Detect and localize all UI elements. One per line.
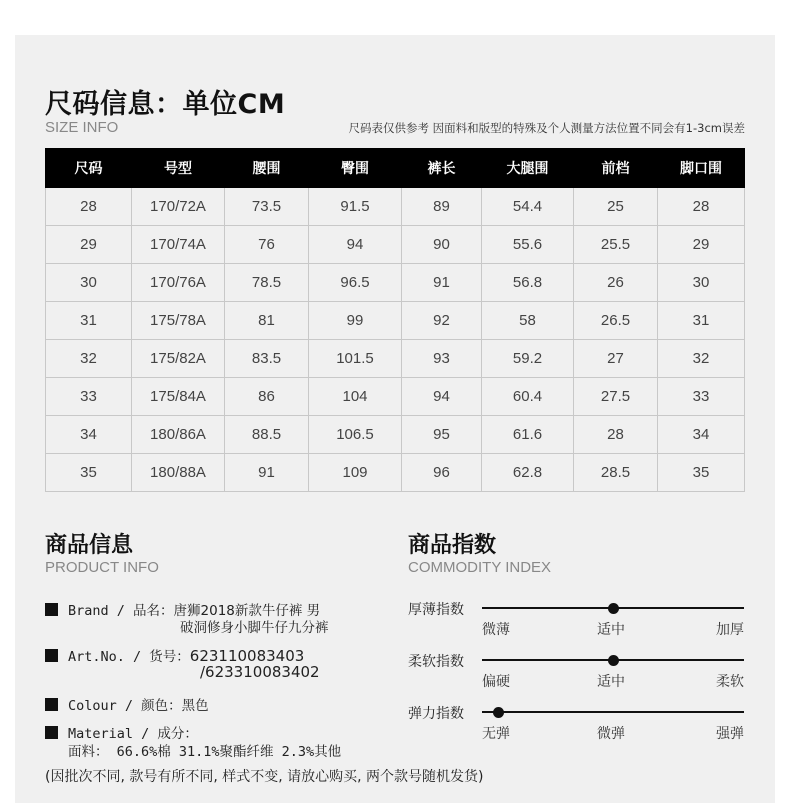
table-cell: 91.5 — [309, 188, 402, 226]
product-info-title-en: PRODUCT INFO — [45, 559, 159, 576]
table-cell: 109 — [309, 454, 402, 492]
product-info-title: 商品信息 — [45, 533, 134, 558]
table-cell: 83.5 — [225, 340, 309, 378]
column-header: 腰围 — [225, 149, 309, 188]
table-cell: 95 — [402, 416, 482, 454]
column-header: 号型 — [132, 149, 225, 188]
size-table-header — [46, 149, 745, 188]
table-cell: 59.2 — [482, 340, 574, 378]
footer-note: (因批次不同, 款号有所不同, 样式不变, 请放心购买, 两个款号随机发货) — [45, 769, 484, 785]
column-header: 大腿围 — [482, 149, 574, 188]
table-cell: 90 — [402, 226, 482, 264]
square-bullet-icon — [45, 649, 58, 662]
art-value-2: /623310083402 — [200, 663, 320, 681]
table-row — [46, 378, 745, 416]
table-cell: 28 — [574, 416, 658, 454]
table-cell: 101.5 — [309, 340, 402, 378]
column-header: 尺码 — [46, 149, 132, 188]
index-marker — [608, 603, 619, 614]
table-cell: 61.6 — [482, 416, 574, 454]
art-value-1: 623110083403 — [189, 647, 305, 665]
brand-value-2: 破洞修身小脚牛仔九分裤 — [180, 620, 329, 636]
index-marker — [493, 707, 504, 718]
commodity-index-title-en: COMMODITY INDEX — [408, 559, 552, 576]
page-subtitle-en: SIZE INFO — [45, 119, 119, 136]
table-cell: 170/74A — [132, 226, 225, 264]
table-cell: 93 — [402, 340, 482, 378]
index-scale-label: 柔软 — [716, 674, 744, 690]
table-row — [46, 416, 745, 454]
column-header: 臀围 — [309, 149, 402, 188]
material-value: 面料： 66.6%棉 31.1%聚酯纤维 2.3%其他 — [68, 744, 342, 760]
colour-value: 黑色 — [181, 698, 209, 714]
table-cell: 25.5 — [574, 226, 658, 264]
table-cell: 27 — [574, 340, 658, 378]
table-cell: 32 — [658, 340, 745, 378]
art-label: Art.No. / 货号： — [68, 649, 190, 665]
table-cell: 35 — [658, 454, 745, 492]
square-bullet-icon — [45, 726, 58, 739]
table-row — [46, 264, 745, 302]
table-cell: 81 — [225, 302, 309, 340]
table-cell: 180/88A — [132, 454, 225, 492]
square-bullet-icon — [45, 603, 58, 616]
table-cell: 99 — [309, 302, 402, 340]
table-cell: 76 — [225, 226, 309, 264]
table-cell: 175/84A — [132, 378, 225, 416]
table-cell: 86 — [225, 378, 309, 416]
table-cell: 73.5 — [225, 188, 309, 226]
page-title: 尺码信息：单位CM — [45, 89, 286, 120]
table-cell: 96.5 — [309, 264, 402, 302]
table-cell: 34 — [658, 416, 745, 454]
table-row — [46, 226, 745, 264]
table-cell: 26.5 — [574, 302, 658, 340]
column-header: 前档 — [574, 149, 658, 188]
material-label: Material / 成分： — [68, 726, 198, 742]
table-cell: 94 — [402, 378, 482, 416]
table-cell: 25 — [574, 188, 658, 226]
table-cell: 26 — [574, 264, 658, 302]
material-row — [45, 722, 198, 742]
index-scale-label: 强弹 — [716, 726, 744, 742]
index-scale-label: 偏硬 — [482, 674, 510, 690]
table-row — [46, 188, 745, 226]
table-cell: 55.6 — [482, 226, 574, 264]
table-cell: 56.8 — [482, 264, 574, 302]
table-cell: 60.4 — [482, 378, 574, 416]
colour-label: Colour / 颜色： — [68, 698, 182, 714]
index-scale-label: 适中 — [597, 622, 625, 638]
table-cell: 33 — [46, 378, 132, 416]
column-header: 裤长 — [402, 149, 482, 188]
table-cell: 34 — [46, 416, 132, 454]
table-cell: 175/82A — [132, 340, 225, 378]
table-cell: 30 — [46, 264, 132, 302]
table-row — [46, 302, 745, 340]
table-row — [46, 340, 745, 378]
table-cell: 94 — [309, 226, 402, 264]
colour-row — [45, 694, 209, 714]
table-cell: 29 — [658, 226, 745, 264]
commodity-index-title: 商品指数 — [408, 533, 497, 558]
index-scale-label: 适中 — [597, 674, 625, 690]
table-cell: 27.5 — [574, 378, 658, 416]
index-scale-label: 微弹 — [597, 726, 625, 742]
table-cell: 31 — [46, 302, 132, 340]
brand-value-1: 唐狮2018新款牛仔裤 男 — [173, 603, 321, 619]
table-cell: 96 — [402, 454, 482, 492]
index-label: 弹力指数 — [408, 706, 464, 722]
table-cell: 54.4 — [482, 188, 574, 226]
index-track — [482, 711, 744, 713]
table-cell: 170/72A — [132, 188, 225, 226]
table-cell: 35 — [46, 454, 132, 492]
table-cell: 28 — [658, 188, 745, 226]
table-cell: 62.8 — [482, 454, 574, 492]
index-scale-label: 无弹 — [482, 726, 510, 742]
index-label: 厚薄指数 — [408, 602, 464, 618]
square-bullet-icon — [45, 698, 58, 711]
table-cell: 170/76A — [132, 264, 225, 302]
table-cell: 89 — [402, 188, 482, 226]
table-cell: 32 — [46, 340, 132, 378]
table-cell: 175/78A — [132, 302, 225, 340]
table-cell: 92 — [402, 302, 482, 340]
table-cell: 28.5 — [574, 454, 658, 492]
size-disclaimer: 尺码表仅供参考 因面料和版型的特殊及个人测量方法位置不同会有1-3cm误差 — [348, 121, 745, 135]
brand-label: Brand / 品名： — [68, 603, 174, 619]
column-header: 脚口围 — [658, 149, 745, 188]
table-cell: 104 — [309, 378, 402, 416]
table-cell: 88.5 — [225, 416, 309, 454]
table-cell: 58 — [482, 302, 574, 340]
table-cell: 28 — [46, 188, 132, 226]
table-cell: 91 — [225, 454, 309, 492]
size-table-body — [46, 188, 745, 492]
table-cell: 33 — [658, 378, 745, 416]
index-scale-label: 加厚 — [716, 622, 744, 638]
table-cell: 30 — [658, 264, 745, 302]
table-cell: 106.5 — [309, 416, 402, 454]
table-cell: 91 — [402, 264, 482, 302]
table-cell: 31 — [658, 302, 745, 340]
table-cell: 29 — [46, 226, 132, 264]
index-marker — [608, 655, 619, 666]
index-scale-label: 微薄 — [482, 622, 510, 638]
index-label: 柔软指数 — [408, 654, 464, 670]
art-row — [45, 645, 304, 665]
table-cell: 180/86A — [132, 416, 225, 454]
size-table — [45, 148, 745, 492]
table-cell: 78.5 — [225, 264, 309, 302]
table-row — [46, 454, 745, 492]
